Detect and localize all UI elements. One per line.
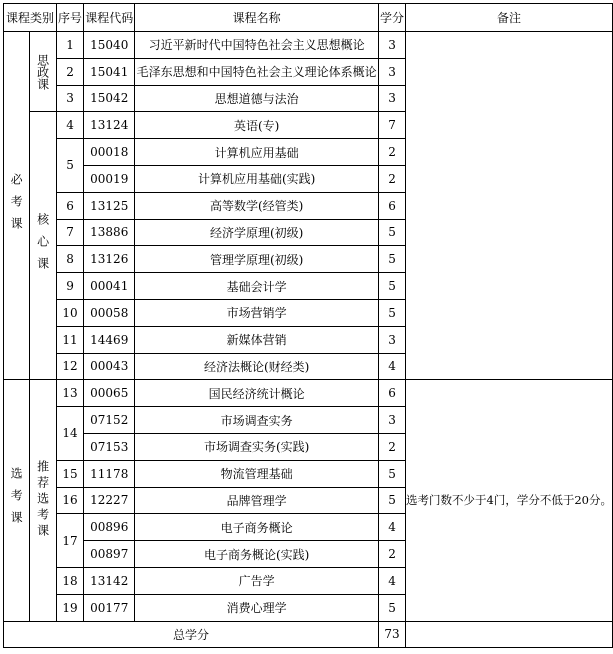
cell-code: 13124 (84, 112, 135, 139)
cell-code: 13125 (84, 192, 135, 219)
cell-code: 15040 (84, 32, 135, 59)
header-credit: 学分 (379, 4, 406, 32)
cell-seq: 12 (56, 353, 83, 380)
cell-credit: 4 (379, 353, 406, 380)
header-seq: 序号 (56, 4, 83, 32)
cell-name: 新媒体营销 (135, 326, 379, 353)
cell-credit: 3 (379, 326, 406, 353)
cell-name: 市场营销学 (135, 299, 379, 326)
cell-credit: 5 (379, 219, 406, 246)
cell-credit: 3 (379, 85, 406, 112)
cell-code: 00018 (84, 139, 135, 166)
cell-code: 15042 (84, 85, 135, 112)
cell-seq: 1 (56, 32, 83, 59)
cell-name: 品牌管理学 (135, 487, 379, 514)
cell-name: 经济法概论(财经类) (135, 353, 379, 380)
cell-name: 电子商务概论 (135, 514, 379, 541)
cell-code: 14469 (84, 326, 135, 353)
cell-name: 物流管理基础 (135, 460, 379, 487)
total-label: 总学分 (4, 621, 379, 647)
cell-code: 12227 (84, 487, 135, 514)
cell-code: 13886 (84, 219, 135, 246)
total-row (4, 621, 613, 647)
cell-code: 00058 (84, 299, 135, 326)
table-row (4, 32, 613, 59)
group-required: 必考课 (4, 32, 30, 380)
cell-credit: 5 (379, 273, 406, 300)
cell-name: 国民经济统计概论 (135, 380, 379, 407)
cell-code: 13126 (84, 246, 135, 273)
cell-seq: 9 (56, 273, 83, 300)
cell-name: 消费心理学 (135, 594, 379, 621)
cell-credit: 3 (379, 58, 406, 85)
cell-seq: 5 (56, 139, 83, 193)
cell-credit: 2 (379, 139, 406, 166)
cell-credit: 2 (379, 541, 406, 568)
cell-name: 市场调查实务(实践) (135, 433, 379, 460)
cell-credit: 3 (379, 32, 406, 59)
group-elective: 选考课 (4, 380, 30, 621)
cell-credit: 2 (379, 165, 406, 192)
cell-seq: 11 (56, 326, 83, 353)
cell-name: 计算机应用基础(实践) (135, 165, 379, 192)
cell-code: 00896 (84, 514, 135, 541)
cell-credit: 5 (379, 299, 406, 326)
cell-name: 市场调查实务 (135, 407, 379, 434)
cell-name: 英语(专) (135, 112, 379, 139)
cell-code: 00043 (84, 353, 135, 380)
header-name: 课程名称 (135, 4, 379, 32)
cell-code: 00177 (84, 594, 135, 621)
cell-seq: 18 (56, 567, 83, 594)
header-code: 课程代码 (84, 4, 135, 32)
cell-name: 计算机应用基础 (135, 139, 379, 166)
header-category: 课程类别 (4, 4, 57, 32)
cell-seq: 2 (56, 58, 83, 85)
cell-name: 管理学原理(初级) (135, 246, 379, 273)
cell-seq: 6 (56, 192, 83, 219)
cell-code: 15041 (84, 58, 135, 85)
cell-name: 思想道德与法治 (135, 85, 379, 112)
cell-code: 00065 (84, 380, 135, 407)
cell-credit: 3 (379, 407, 406, 434)
cell-credit: 5 (379, 487, 406, 514)
cell-name: 电子商务概论(实践) (135, 541, 379, 568)
header-note: 备注 (406, 4, 613, 32)
cell-seq: 13 (56, 380, 83, 407)
cell-name: 广告学 (135, 567, 379, 594)
cell-credit: 5 (379, 246, 406, 273)
cell-credit: 4 (379, 514, 406, 541)
group-political: 思政课 (30, 32, 57, 112)
total-note (406, 621, 613, 647)
cell-credit: 6 (379, 380, 406, 407)
cell-seq: 7 (56, 219, 83, 246)
cell-code: 07152 (84, 407, 135, 434)
cell-seq: 16 (56, 487, 83, 514)
cell-credit: 2 (379, 433, 406, 460)
cell-name: 高等数学(经管类) (135, 192, 379, 219)
group-core: 核心课 (30, 112, 57, 380)
cell-seq: 14 (56, 407, 83, 461)
cell-code: 00897 (84, 541, 135, 568)
cell-name: 基础会计学 (135, 273, 379, 300)
group-recommended: 推荐选考课 (30, 380, 57, 621)
cell-name: 经济学原理(初级) (135, 219, 379, 246)
cell-seq: 10 (56, 299, 83, 326)
cell-credit: 7 (379, 112, 406, 139)
cell-seq: 3 (56, 85, 83, 112)
cell-credit: 6 (379, 192, 406, 219)
cell-seq: 4 (56, 112, 83, 139)
curriculum-table (3, 3, 613, 648)
cell-name: 毛泽东思想和中国特色社会主义理论体系概论 (135, 58, 379, 85)
table-row (4, 380, 613, 407)
cell-code: 00019 (84, 165, 135, 192)
cell-code: 11178 (84, 460, 135, 487)
cell-note-required (406, 32, 613, 380)
header-row (4, 4, 613, 32)
cell-code: 07153 (84, 433, 135, 460)
cell-name: 习近平新时代中国特色社会主义思想概论 (135, 32, 379, 59)
cell-seq: 15 (56, 460, 83, 487)
total-value: 73 (379, 621, 406, 647)
cell-seq: 17 (56, 514, 83, 568)
cell-seq: 8 (56, 246, 83, 273)
cell-code: 13142 (84, 567, 135, 594)
elective-note: 选考门数不少于4门，学分不低于20分。 (406, 380, 613, 621)
cell-seq: 19 (56, 594, 83, 621)
cell-credit: 4 (379, 567, 406, 594)
cell-credit: 5 (379, 460, 406, 487)
cell-credit: 5 (379, 594, 406, 621)
cell-code: 00041 (84, 273, 135, 300)
